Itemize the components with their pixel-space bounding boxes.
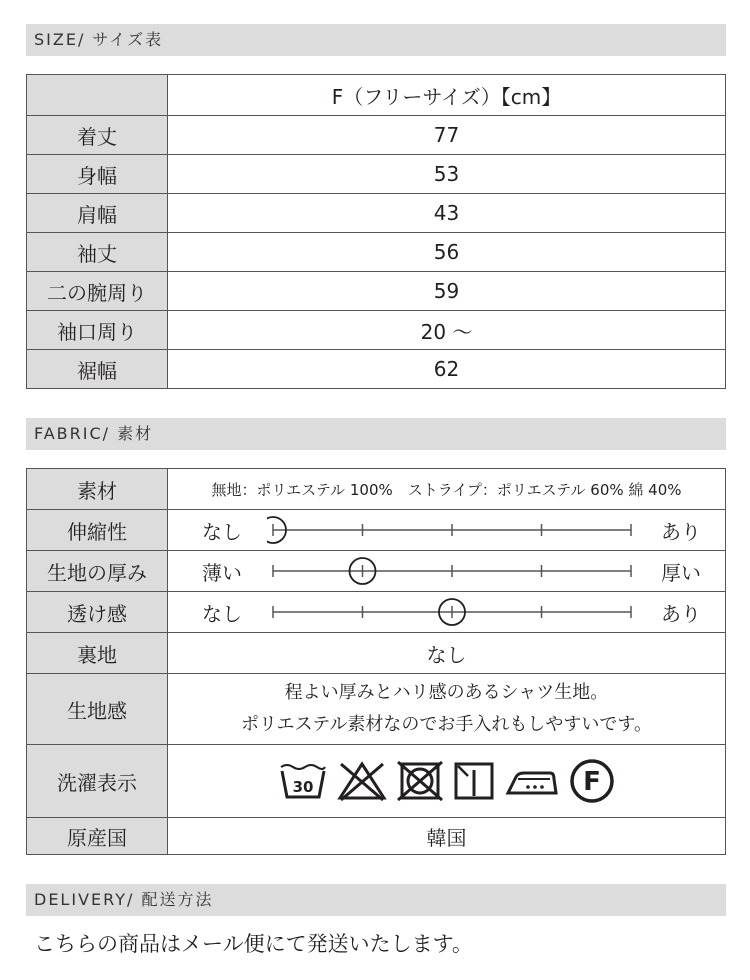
stretch-scale [168, 510, 725, 550]
stretch-label: 伸縮性 [27, 510, 168, 551]
origin-row [27, 818, 726, 855]
size-header-value: F（フリーサイズ）【cm】 [168, 75, 726, 116]
sheerness-label: 透け感 [27, 592, 168, 633]
size-header-row [27, 75, 726, 116]
stretch-scale-indicator [267, 515, 637, 545]
thickness-left-label: 薄い [202, 560, 242, 585]
size-row-value: 59 [168, 272, 726, 311]
size-row-value: 20 〜 [168, 311, 726, 350]
hand-wash-30-icon [278, 761, 328, 801]
size-row-label: 袖口周り [27, 311, 168, 350]
size-table [26, 74, 726, 389]
lining-value: なし [168, 633, 726, 674]
iron-low-icon [504, 761, 560, 801]
size-row-label: 袖丈 [27, 233, 168, 272]
size-row-value: 56 [168, 233, 726, 272]
size-row [27, 194, 726, 233]
size-row [27, 155, 726, 194]
thickness-scale-indicator [267, 556, 637, 586]
size-section-heading: SIZE/ サイズ表 [26, 24, 726, 56]
thickness-row [27, 551, 726, 592]
origin-label: 原産国 [27, 818, 168, 855]
size-row [27, 311, 726, 350]
sheerness-scale-indicator [267, 597, 637, 627]
size-row-value: 43 [168, 194, 726, 233]
size-row-value: 77 [168, 116, 726, 155]
sheerness-row [27, 592, 726, 633]
size-header-empty [27, 75, 168, 116]
lining-label: 裏地 [27, 633, 168, 674]
lining-row [27, 633, 726, 674]
line-dry-shade-icon [452, 760, 496, 802]
care-label: 洗濯表示 [27, 745, 168, 818]
sheerness-scale [168, 592, 725, 632]
size-row-label: 身幅 [27, 155, 168, 194]
sheerness-left-label: なし [202, 601, 242, 626]
thickness-label: 生地の厚み [27, 551, 168, 592]
delivery-section-heading: DELIVERY/ 配送方法 [26, 884, 726, 916]
feel-label: 生地感 [27, 674, 168, 745]
material-row [27, 469, 726, 510]
delivery-text: こちらの商品はメール便にて発送いたします。 [34, 932, 473, 956]
origin-value: 韓国 [168, 818, 726, 855]
sheerness-right-label: あり [661, 601, 701, 626]
size-row [27, 233, 726, 272]
dry-clean-letter: F [582, 767, 601, 797]
wash-temp-text: 30 [292, 778, 313, 796]
size-row-label: 裾幅 [27, 350, 168, 389]
size-row-label: 肩幅 [27, 194, 168, 233]
stretch-row [27, 510, 726, 551]
feel-line-2: ポリエステル素材なのでお手入れもしやすいです。 [241, 714, 652, 735]
size-row-value: 62 [168, 350, 726, 389]
stretch-left-label: なし [202, 519, 242, 544]
stretch-right-label: あり [661, 519, 701, 544]
feel-line-1: 程よい厚みとハリ感のあるシャツ生地。 [284, 682, 609, 703]
thickness-scale [168, 551, 725, 591]
size-row-label: 二の腕周り [27, 272, 168, 311]
fabric-table [26, 468, 726, 855]
no-bleach-icon [336, 760, 388, 802]
size-row-value: 53 [168, 155, 726, 194]
care-icons [168, 758, 725, 804]
size-row [27, 272, 726, 311]
material-value: 無地：ポリエステル 100% ストライプ：ポリエステル 60% 綿 40% [168, 469, 726, 510]
care-row [27, 745, 726, 818]
material-label: 素材 [27, 469, 168, 510]
fabric-section-heading: FABRIC/ 素材 [26, 418, 726, 450]
size-row-label: 着丈 [27, 116, 168, 155]
size-row [27, 350, 726, 389]
no-tumble-dry-icon [396, 760, 444, 802]
size-row [27, 116, 726, 155]
thickness-right-label: 厚い [661, 560, 701, 585]
feel-row [27, 674, 726, 745]
dry-clean-f-icon [568, 758, 616, 804]
